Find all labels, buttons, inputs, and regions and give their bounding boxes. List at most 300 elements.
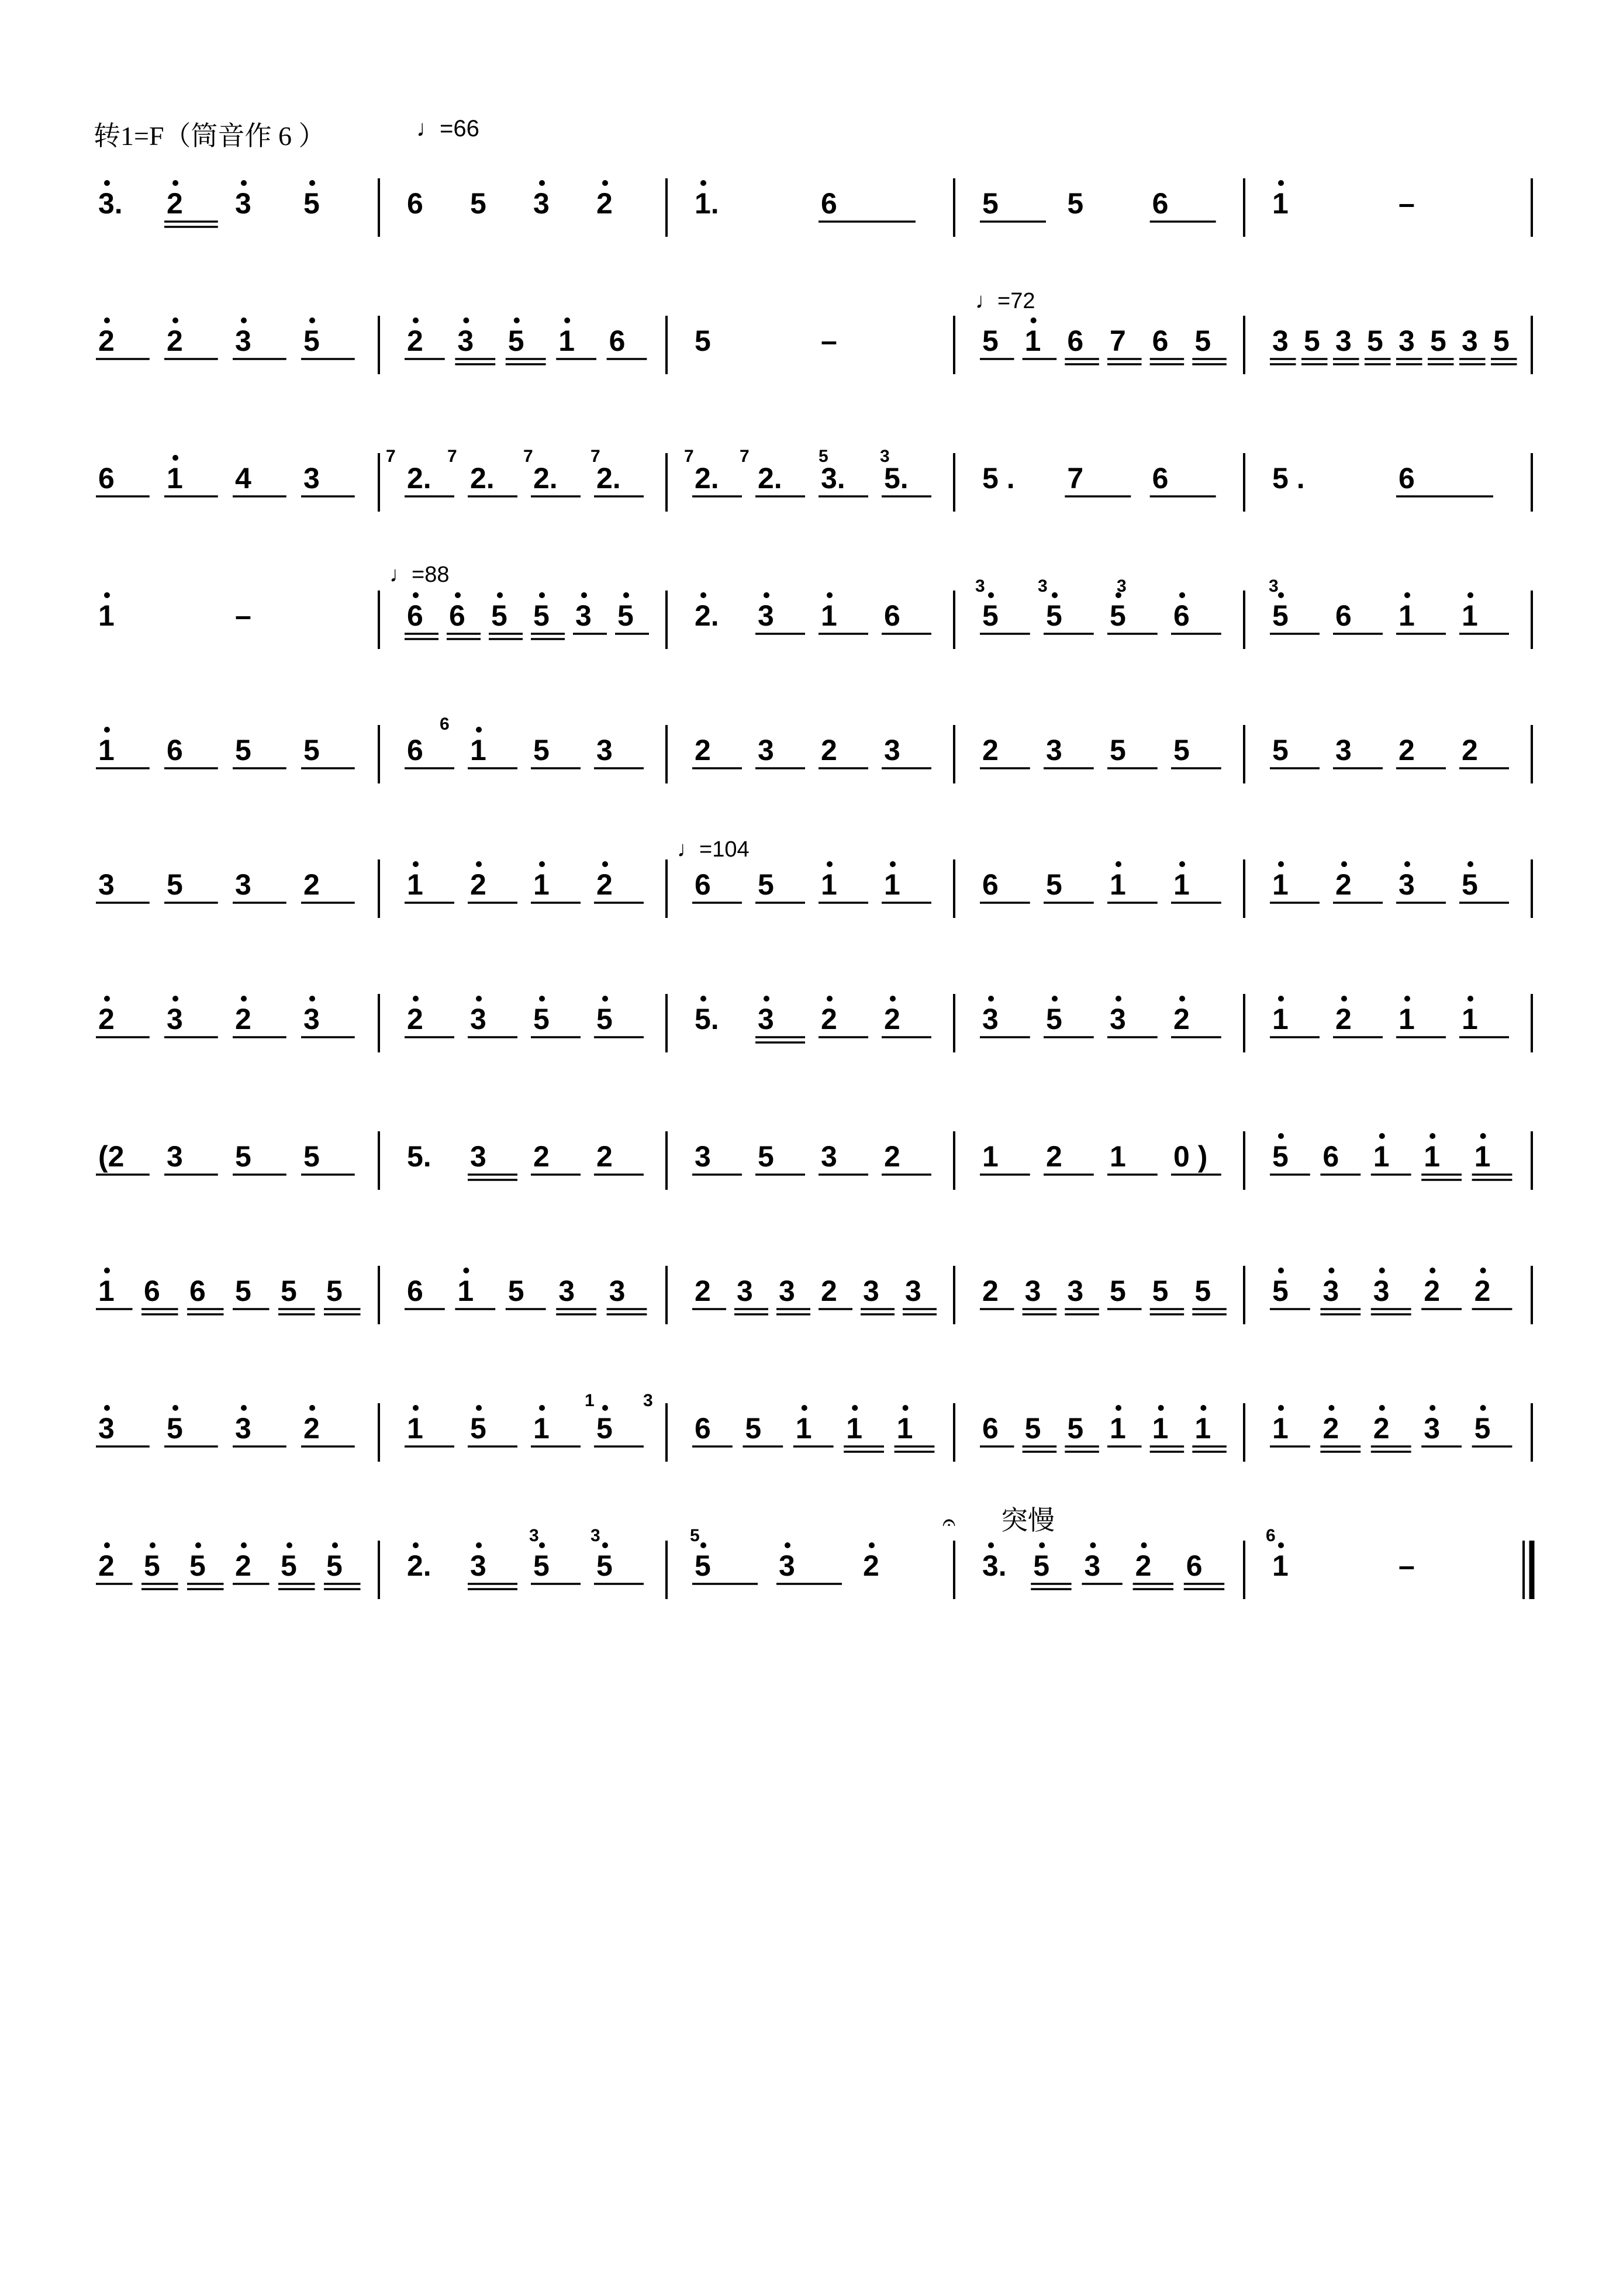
grace-note: 3 <box>1269 576 1279 596</box>
score-system <box>96 1266 1532 1324</box>
note: 5 <box>617 599 634 632</box>
note: 3 <box>303 1003 320 1035</box>
note: 5 <box>167 868 183 901</box>
note: 3 <box>1024 1275 1041 1307</box>
note: 1 <box>821 599 837 632</box>
measure <box>982 1542 1224 1589</box>
octave-dot <box>1116 861 1121 867</box>
note: 5 <box>1110 599 1126 632</box>
note: 6 <box>1186 1549 1203 1582</box>
measure <box>1270 1405 1512 1452</box>
octave-dot <box>903 1405 909 1411</box>
note: 3 <box>575 599 592 632</box>
note: 3 <box>235 187 251 220</box>
octave-dot <box>241 1542 247 1548</box>
octave-dot <box>104 727 110 733</box>
octave-dot <box>241 180 247 186</box>
note: 3 <box>821 1140 837 1173</box>
octave-dot <box>413 861 419 867</box>
octave-dot <box>455 592 461 598</box>
note: 5 <box>281 1275 297 1307</box>
note: (2 <box>98 1140 125 1173</box>
note: 2. <box>407 462 431 495</box>
note: 5 <box>1272 1140 1289 1173</box>
note: 5 <box>982 187 999 220</box>
note: 5 <box>281 1549 297 1582</box>
note: 2 <box>863 1549 879 1582</box>
octave-dot <box>286 1542 292 1548</box>
measure <box>692 1275 937 1314</box>
note: 3. <box>982 1549 1007 1582</box>
expression-sudden-slow: 突慢 <box>1001 1506 1055 1535</box>
octave-dot <box>497 592 503 598</box>
note: 1 <box>1110 1140 1126 1173</box>
note: 2 <box>821 1003 837 1035</box>
measure <box>96 1268 361 1314</box>
octave-dot <box>104 1405 110 1411</box>
measure <box>980 592 1221 634</box>
octave-dot <box>564 317 570 323</box>
octave-dot <box>539 1405 545 1411</box>
note: 2 <box>533 1140 550 1173</box>
octave-dot <box>104 180 110 186</box>
note: 6 <box>695 868 711 901</box>
note: 2 <box>98 1549 115 1582</box>
note: 5 <box>758 1140 774 1173</box>
note: 3 <box>235 868 251 901</box>
measure <box>695 996 931 1042</box>
note: 0 ) <box>1173 1140 1208 1173</box>
note: 2 <box>407 324 423 357</box>
note: 1 <box>884 868 900 901</box>
note: 1 <box>1373 1140 1390 1173</box>
note: 5 <box>1173 734 1190 767</box>
quarter-note-icon: ♩ <box>677 837 699 862</box>
note: 1 <box>1424 1140 1441 1173</box>
note: 1 <box>1272 1003 1289 1035</box>
measure <box>980 187 1216 222</box>
note: – <box>1398 187 1415 220</box>
measure <box>96 1405 355 1446</box>
note: 5 <box>758 868 774 901</box>
note: 5 <box>695 324 711 357</box>
note: 6 <box>144 1275 160 1307</box>
note: 6 <box>982 1412 999 1445</box>
note: 5 <box>235 1275 251 1307</box>
note: 5 <box>982 599 999 632</box>
note: 5 <box>189 1549 206 1582</box>
grace-note: 5 <box>819 447 828 466</box>
note: 2. <box>470 462 495 495</box>
octave-dot <box>172 180 178 186</box>
note: 3 <box>98 868 115 901</box>
octave-dot <box>1039 1542 1045 1548</box>
octave-dot <box>172 317 178 323</box>
measure <box>692 734 931 768</box>
note: 3 <box>470 1549 486 1582</box>
octave-dot <box>104 592 110 598</box>
note: 2. <box>533 462 558 495</box>
measure <box>1270 1133 1512 1180</box>
note: 3 <box>1272 324 1289 357</box>
note: 5 <box>507 1275 524 1307</box>
octave-dot <box>539 996 545 1002</box>
note: 5 <box>1046 1003 1062 1035</box>
note: 3 <box>1067 1275 1084 1307</box>
octave-dot <box>602 1542 608 1548</box>
grace-note: 7 <box>386 447 396 466</box>
note: 1 <box>846 1412 863 1445</box>
measure <box>1272 462 1493 496</box>
octave-dot <box>1480 1133 1486 1139</box>
note: 1 <box>821 868 837 901</box>
quarter-note-icon: ♩ <box>975 289 997 313</box>
grace-note: 6 <box>1266 1526 1276 1545</box>
note: 6 <box>1152 462 1169 495</box>
note: 1 <box>1462 599 1478 632</box>
octave-dot <box>309 180 315 186</box>
octave-dot <box>413 1405 419 1411</box>
measure <box>692 462 931 496</box>
note: 5 <box>1272 599 1289 632</box>
note: 6 <box>982 868 999 901</box>
grace-note: 3 <box>643 1391 653 1410</box>
note: 3 <box>1322 1275 1339 1307</box>
note: 3 <box>1046 734 1062 767</box>
note: 6 <box>1152 324 1169 357</box>
measure <box>96 1140 355 1175</box>
octave-dot <box>1341 996 1347 1002</box>
octave-dot <box>1278 1268 1284 1273</box>
note: 1 <box>457 1275 474 1307</box>
measure <box>405 462 644 496</box>
note: 3 <box>884 734 900 767</box>
note: 5 <box>1272 734 1289 767</box>
note: 5 <box>1194 324 1211 357</box>
note: 1 <box>982 1140 999 1173</box>
note: 5 <box>596 1003 613 1035</box>
octave-dot <box>476 996 482 1002</box>
measure <box>1270 1268 1512 1314</box>
note: 3 <box>1398 324 1415 357</box>
octave-dot <box>172 1405 178 1411</box>
octave-dot <box>1341 861 1347 867</box>
note: 5. <box>407 1140 431 1173</box>
note: 3 <box>1335 324 1352 357</box>
octave-dot <box>172 996 178 1002</box>
measure <box>1270 324 1517 364</box>
note: 7 <box>1110 324 1126 357</box>
measure <box>405 861 644 903</box>
octave-dot <box>1480 1405 1486 1411</box>
note: 5 <box>303 734 320 767</box>
note: 2 <box>1474 1275 1491 1307</box>
octave-dot <box>539 861 545 867</box>
octave-dot <box>988 1542 994 1548</box>
score-system <box>96 1403 1532 1462</box>
octave-dot <box>1404 996 1410 1002</box>
note: 3 <box>167 1003 183 1035</box>
octave-dot <box>700 996 706 1002</box>
score-systems <box>96 178 1532 1599</box>
note: 3 <box>167 1140 183 1173</box>
octave-dot <box>1429 1133 1435 1139</box>
note: 1 <box>1110 868 1126 901</box>
octave-dot <box>104 996 110 1002</box>
note: 5 <box>1474 1412 1491 1445</box>
octave-dot <box>1031 317 1037 323</box>
note: 5 . <box>1272 462 1305 495</box>
measure <box>1270 734 1509 768</box>
note: 6 <box>609 324 626 357</box>
quarter-note-icon: ♩ <box>389 562 412 587</box>
score-system <box>96 316 1532 374</box>
note: 5 <box>491 599 507 632</box>
note: 1 <box>1398 599 1415 632</box>
note: 5 <box>596 1549 613 1582</box>
octave-dot <box>1467 861 1473 867</box>
tempo-marking-104: ♩=104 <box>677 837 750 862</box>
measure <box>980 861 1221 903</box>
note: 6 <box>167 734 183 767</box>
note: 1 <box>896 1412 913 1445</box>
score-system <box>96 453 1532 512</box>
note: – <box>1398 1549 1415 1582</box>
note: 1 <box>1462 1003 1478 1035</box>
measure <box>407 1140 644 1180</box>
note: 3 <box>235 324 251 357</box>
note: 5 <box>1493 324 1510 357</box>
octave-dot <box>413 996 419 1002</box>
note: 5 <box>1046 868 1062 901</box>
note: 2 <box>884 1003 900 1035</box>
octave-dot <box>1379 1268 1385 1273</box>
octave-dot <box>539 592 545 598</box>
note: 5 <box>982 324 999 357</box>
grace-note: 7 <box>523 447 533 466</box>
note: 2 <box>167 187 183 220</box>
measure <box>98 592 251 632</box>
octave-dot <box>1429 1268 1435 1273</box>
octave-dot <box>413 317 419 323</box>
note: 2 <box>821 1275 837 1307</box>
note: 3 <box>1462 324 1478 357</box>
note: 3 <box>558 1275 575 1307</box>
octave-dot <box>241 996 247 1002</box>
score-system <box>96 994 1532 1052</box>
octave-dot <box>1278 592 1284 598</box>
note: 1 <box>1272 1412 1289 1445</box>
note: 3 <box>863 1275 879 1307</box>
note: 3 <box>609 1275 626 1307</box>
octave-dot <box>764 996 769 1002</box>
measure <box>695 180 916 222</box>
note: 5 <box>1152 1275 1169 1307</box>
note: 5 <box>1272 1275 1289 1307</box>
note: 1. <box>695 187 719 220</box>
octave-dot <box>1179 861 1185 867</box>
note: 6 <box>1335 599 1352 632</box>
octave-dot <box>852 1405 858 1411</box>
measure <box>692 861 931 903</box>
octave-dot <box>104 1542 110 1548</box>
octave-dot <box>476 1405 482 1411</box>
octave-dot <box>1278 861 1284 867</box>
octave-dot <box>1467 592 1473 598</box>
octave-dot <box>1141 1542 1147 1548</box>
measure <box>405 1268 647 1314</box>
octave-dot <box>332 1542 338 1548</box>
octave-dot <box>802 1405 807 1411</box>
octave-dot <box>1090 1542 1096 1548</box>
key-change-label: 转1=F（筒音作 6 ） <box>94 121 326 151</box>
octave-dot <box>1278 996 1284 1002</box>
fermata-icon: 𝄐 <box>942 1510 956 1535</box>
note: 1 <box>795 1412 812 1445</box>
note: 5 <box>1194 1275 1211 1307</box>
octave-dot <box>827 996 833 1002</box>
octave-dot <box>827 861 833 867</box>
octave-dot <box>869 1542 875 1548</box>
measure <box>405 592 649 639</box>
note: 2 <box>1335 1003 1352 1035</box>
note: 3 <box>235 1412 251 1445</box>
note: 2 <box>407 1003 423 1035</box>
note: 3 <box>533 187 550 220</box>
grace-note: 5 <box>690 1526 700 1545</box>
score-system <box>96 1541 1532 1599</box>
measure <box>980 996 1221 1037</box>
note: 5 <box>326 1549 343 1582</box>
note: 3 <box>737 1275 753 1307</box>
note: 5 <box>507 324 524 357</box>
note: 1 <box>558 324 575 357</box>
octave-dot <box>988 592 994 598</box>
note: 1 <box>407 1412 423 1445</box>
octave-dot <box>700 1542 706 1548</box>
note: 2 <box>303 868 320 901</box>
measure <box>1270 592 1509 634</box>
note: 2 <box>1462 734 1478 767</box>
note: 2 <box>235 1549 251 1582</box>
note: 2 <box>98 324 115 357</box>
octave-dot <box>309 1405 315 1411</box>
note: 5 <box>533 599 550 632</box>
note: 3 <box>1424 1412 1441 1445</box>
note: 5 <box>1110 734 1126 767</box>
octave-dot <box>1379 1405 1385 1411</box>
measure <box>96 455 355 496</box>
octave-dot <box>1404 592 1410 598</box>
octave-dot <box>476 727 482 733</box>
octave-dot <box>1052 996 1058 1002</box>
note: 5 <box>470 187 486 220</box>
octave-dot <box>241 1405 247 1411</box>
measure <box>692 1140 931 1175</box>
octave-dot <box>1158 1405 1164 1411</box>
octave-dot <box>1328 1405 1334 1411</box>
note: 1 <box>1474 1140 1491 1173</box>
measure <box>405 317 647 364</box>
note: 6 <box>884 599 900 632</box>
note: 2 <box>303 1412 320 1445</box>
note: 2 <box>235 1003 251 1035</box>
octave-dot <box>764 592 769 598</box>
note: 3 <box>758 734 774 767</box>
note: 2. <box>407 1549 431 1582</box>
grace-note: 7 <box>684 447 694 466</box>
measure <box>980 734 1221 768</box>
note: 2 <box>1135 1549 1152 1582</box>
note: 1 <box>533 868 550 901</box>
measure <box>407 180 613 220</box>
note: 2 <box>470 868 486 901</box>
octave-dot <box>1200 1405 1206 1411</box>
measure <box>96 317 355 359</box>
note: 6 <box>189 1275 206 1307</box>
note: 5 <box>303 187 320 220</box>
tempo-marking-72: ♩=72 <box>975 289 1035 313</box>
octave-dot <box>785 1542 790 1548</box>
note: 5 <box>1110 1275 1126 1307</box>
note: 3 <box>470 1003 486 1035</box>
octave-dot <box>1116 1405 1121 1411</box>
octave-dot <box>1278 1133 1284 1139</box>
octave-dot <box>602 861 608 867</box>
note: 1 <box>1024 324 1041 357</box>
note: 5 <box>470 1412 486 1445</box>
octave-dot <box>150 1542 156 1548</box>
note: 3 <box>596 734 613 767</box>
note: 3 <box>779 1549 795 1582</box>
score-system <box>96 725 1532 783</box>
note: 3 <box>982 1003 999 1035</box>
note: 2 <box>1335 868 1352 901</box>
note: 1 <box>1173 868 1190 901</box>
note: 6 <box>1152 187 1169 220</box>
note: 5 <box>1067 187 1084 220</box>
note: 5. <box>884 462 909 495</box>
note: 5 <box>303 324 320 357</box>
measure <box>692 1542 879 1584</box>
note: 5 <box>1067 1412 1084 1445</box>
note: 6 <box>407 599 423 632</box>
note: 1 <box>1152 1412 1169 1445</box>
note: 5. <box>695 1003 719 1035</box>
note: 3 <box>1398 868 1415 901</box>
measure <box>980 1405 1227 1452</box>
note: 3 <box>98 1412 115 1445</box>
note: 6 <box>1067 324 1084 357</box>
note: 6 <box>1173 599 1190 632</box>
note: 6 <box>695 1412 711 1445</box>
octave-dot <box>104 1268 110 1273</box>
score-system <box>98 178 1532 237</box>
note: 2 <box>1398 734 1415 767</box>
note: 1 <box>533 1412 550 1445</box>
note: 2 <box>596 868 613 901</box>
measure <box>405 996 644 1037</box>
octave-dot <box>1379 1133 1385 1139</box>
note: 1 <box>98 599 115 632</box>
note: 1 <box>470 734 486 767</box>
octave-dot <box>463 1268 469 1273</box>
note: 2 <box>596 1140 613 1173</box>
note: 5 <box>533 734 550 767</box>
note: 7 <box>1067 462 1084 495</box>
note: 2. <box>695 462 719 495</box>
note: 2 <box>1173 1003 1190 1035</box>
